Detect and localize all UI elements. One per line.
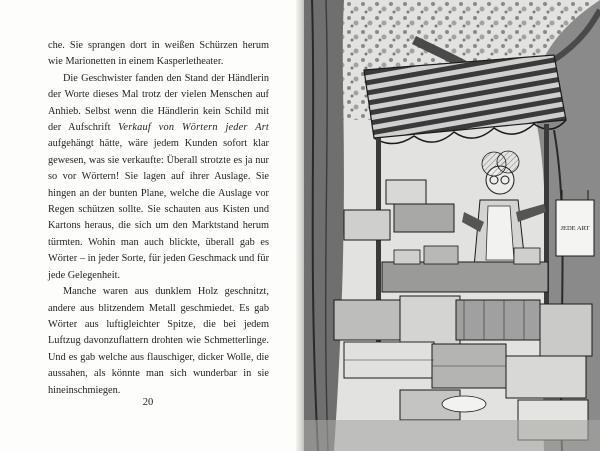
body-text [48,38,269,399]
page-number: 20 [142,397,154,408]
market-stall-illustration [304,0,600,451]
paragraph-text: aufgehängt hätte, wäre jedem Kunden sofort klar gewesen, was sie verkaufte: Überall strotzte es ja nur so vor Wörtern! Sie lagen auf ihrer Auslage. Sie hingen an der bunten Plane, welche die Auslage vor Regen schützen sollte. Sie schauten aus Kisten und Kartons heraus, die sich um den Marktstand herum türmten. Wohin man auch blickte, überall gab es Wörter – in jeder Sorte, für jeden Geschmack und für jede Gelegenheit. [48,138,269,281]
right-page [304,0,600,451]
book-gutter [296,0,304,451]
ground [304,420,600,451]
left-page [0,0,296,451]
paragraph-2 [48,71,269,284]
stall-counter [382,262,548,292]
paragraph-text: Die Geschwister fanden den Stand der Händlerin der Worte dieses Mal trotz der vielen Menschen auf Anhieb. Selbst wenn die Händlerin kein Schild mit der Aufschrift [48,72,269,134]
paragraph-text: Manche waren aus dunklem Holz geschnitzt, andere aus blitzendem Metall geschmiedet. Es gab Wörter aus luftigleichter Spitze, die bei jedem Luftzug davonzuflattern drohten wie Schmetterlinge. Und es gab welche aus flauschiger, dicker Wolle, die aussahen, als könnte man sich wunderbar in sie hineinschmiegen. [48,286,269,396]
sign-inscription-italic: Verkauf von Wörtern jeder Art [118,122,269,134]
paragraph-3 [48,284,269,399]
sleeping-cat [442,396,486,412]
sign-text: JEDE ART [560,225,590,232]
hanging-word-sign [556,190,594,256]
paragraph-text: che. Sie sprangen dort in weißen Schürzen herum wie Marionetten in einem Kasperletheater. [48,40,269,68]
tree-left [304,0,344,451]
paragraph-1 [48,38,269,71]
